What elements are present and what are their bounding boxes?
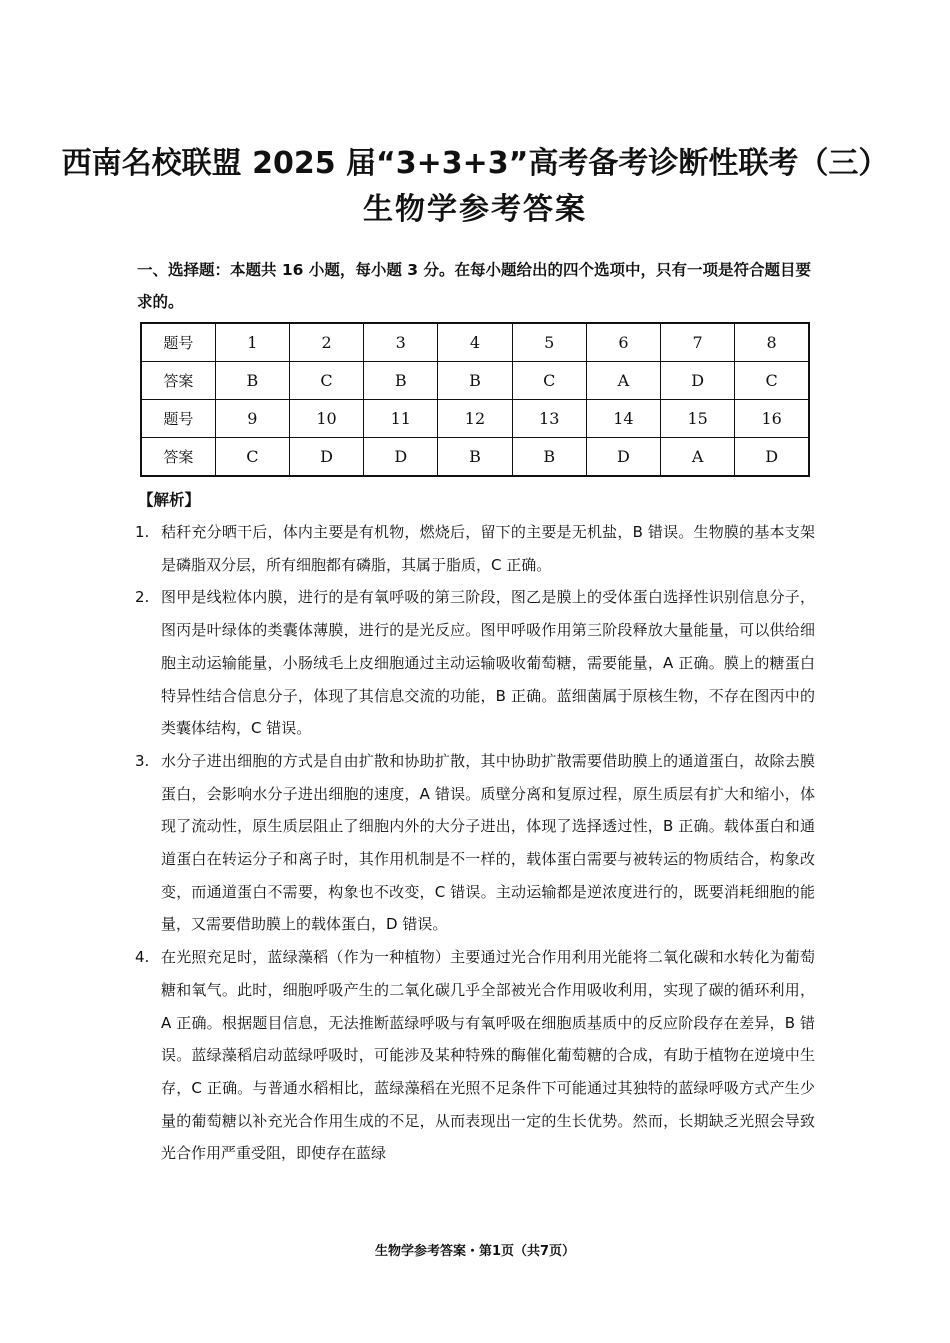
table-cell: 11	[364, 400, 438, 438]
row-label: 题号	[141, 323, 215, 362]
item-text: 水分子进出细胞的方式是自由扩散和协助扩散，其中协助扩散需要借助膜上的通道蛋白，故除去膜蛋白，会影响水分子进出细胞的速度，A 错误。质壁分离和复原过程，原生质层有扩大和缩小，体现了流动性，原生质层阻止了细胞内外的大分子进出，体现了选择透过性，B 正确。载体蛋白和通道蛋白在转运分子和离子时，其作用机制是不一样的，载体蛋白需要与被转运的物质结合，构象改变，而通道蛋白不需要，构象也不改变，C 错误。主动运输都是逆浓度进行的，既要消耗细胞的能量，又需要借助膜上的载体蛋白，D 错误。	[161, 751, 815, 934]
table-cell: 2	[289, 323, 363, 362]
item-number: 2.	[135, 588, 150, 607]
analysis-heading: 【解析】	[138, 491, 201, 509]
analysis-list	[135, 516, 815, 1170]
table-cell: 6	[586, 323, 660, 362]
table-cell: A	[586, 362, 660, 400]
table-cell: D	[364, 438, 438, 477]
table-cell: 10	[289, 400, 363, 438]
table-cell: C	[735, 362, 809, 400]
row-label: 题号	[141, 400, 215, 438]
table-cell: 4	[438, 323, 512, 362]
table-cell: 5	[512, 323, 586, 362]
analysis-item	[135, 516, 815, 581]
table-cell: 12	[438, 400, 512, 438]
table-cell: 9	[215, 400, 289, 438]
document-title: 西南名校联盟 2025 届“3+3+3”高考备考诊断性联考（三）	[61, 146, 889, 181]
item-text: 图甲是线粒体内膜，进行的是有氧呼吸的第三阶段，图乙是膜上的受体蛋白选择性识别信息分子，图丙是叶绿体的类囊体薄膜，进行的是光反应。图甲呼吸作用第三阶段释放大量能量，可以供给细胞主动运输能量，小肠绒毛上皮细胞通过主动运输吸收葡萄糖，需要能量，A 正确。膜上的糖蛋白特异性结合信息分子，体现了其信息交流的功能，B 正确。蓝细菌属于原核生物，不存在图丙中的类囊体结构，C 错误。	[161, 588, 815, 738]
table-cell: 13	[512, 400, 586, 438]
table-cell: 14	[586, 400, 660, 438]
table-cell: D	[289, 438, 363, 477]
table-cell: B	[438, 362, 512, 400]
table-row	[141, 323, 809, 362]
item-number: 1.	[135, 523, 150, 541]
table-cell: C	[289, 362, 363, 400]
item-number: 3.	[135, 751, 150, 770]
table-cell: A	[661, 438, 735, 477]
table-cell: C	[512, 362, 586, 400]
table-row	[141, 400, 809, 438]
table-cell: C	[215, 438, 289, 477]
table-cell: D	[735, 438, 809, 477]
item-text: 秸秆充分晒干后，体内主要是有机物，燃烧后，留下的主要是无机盐，B 错误。生物膜的基本支架是磷脂双分层，所有细胞都有磷脂，其属于脂质，C 正确。	[161, 523, 815, 574]
analysis-item	[135, 581, 815, 745]
table-cell: D	[586, 438, 660, 477]
item-number: 4.	[135, 948, 150, 967]
page-footer: 生物学参考答案・第1页（共7页）	[374, 1244, 576, 1259]
table-row	[141, 438, 809, 477]
table-cell: B	[512, 438, 586, 477]
analysis-item	[135, 745, 815, 941]
row-label: 答案	[141, 438, 215, 477]
table-cell: 16	[735, 400, 809, 438]
item-text: 在光照充足时，蓝绿藻稻（作为一种植物）主要通过光合作用利用光能将二氧化碳和水转化为葡萄糖和氧气。此时，细胞呼吸产生的二氧化碳几乎全部被光合作用吸收利用，实现了碳的循环利用，A 正确。根据题目信息，无法推断蓝绿呼吸与有氧呼吸在细胞质基质中的反应阶段存在差异，B 错误。蓝绿藻稻启动蓝绿呼吸时，可能涉及某种特殊的酶催化葡萄糖的合成，有助于植物在逆境中生存，C 正确。与普通水稻相比，蓝绿藻稻在光照不足条件下可能通过其独特的蓝绿呼吸方式产生少量的葡萄糖以补充光合作用生成的不足，从而表现出一定的生长优势。然而，长期缺乏光照会导致光合作用严重受阻，即使存在蓝绿	[161, 948, 815, 1163]
table-cell: 7	[661, 323, 735, 362]
table-cell: D	[661, 362, 735, 400]
row-label: 答案	[141, 362, 215, 400]
table-cell: 3	[364, 323, 438, 362]
document-subtitle: 生物学参考答案	[363, 192, 587, 227]
table-cell: B	[364, 362, 438, 400]
answer-table	[140, 322, 810, 477]
section-instructions: 一、选择题：本题共 16 小题，每小题 3 分。在每小题给出的四个选项中，只有一项是符合题目要求的。	[137, 261, 811, 311]
analysis-item	[135, 941, 815, 1170]
table-cell: 1	[215, 323, 289, 362]
table-cell: 15	[661, 400, 735, 438]
table-cell: B	[215, 362, 289, 400]
table-row	[141, 362, 809, 400]
table-cell: B	[438, 438, 512, 477]
table-cell: 8	[735, 323, 809, 362]
